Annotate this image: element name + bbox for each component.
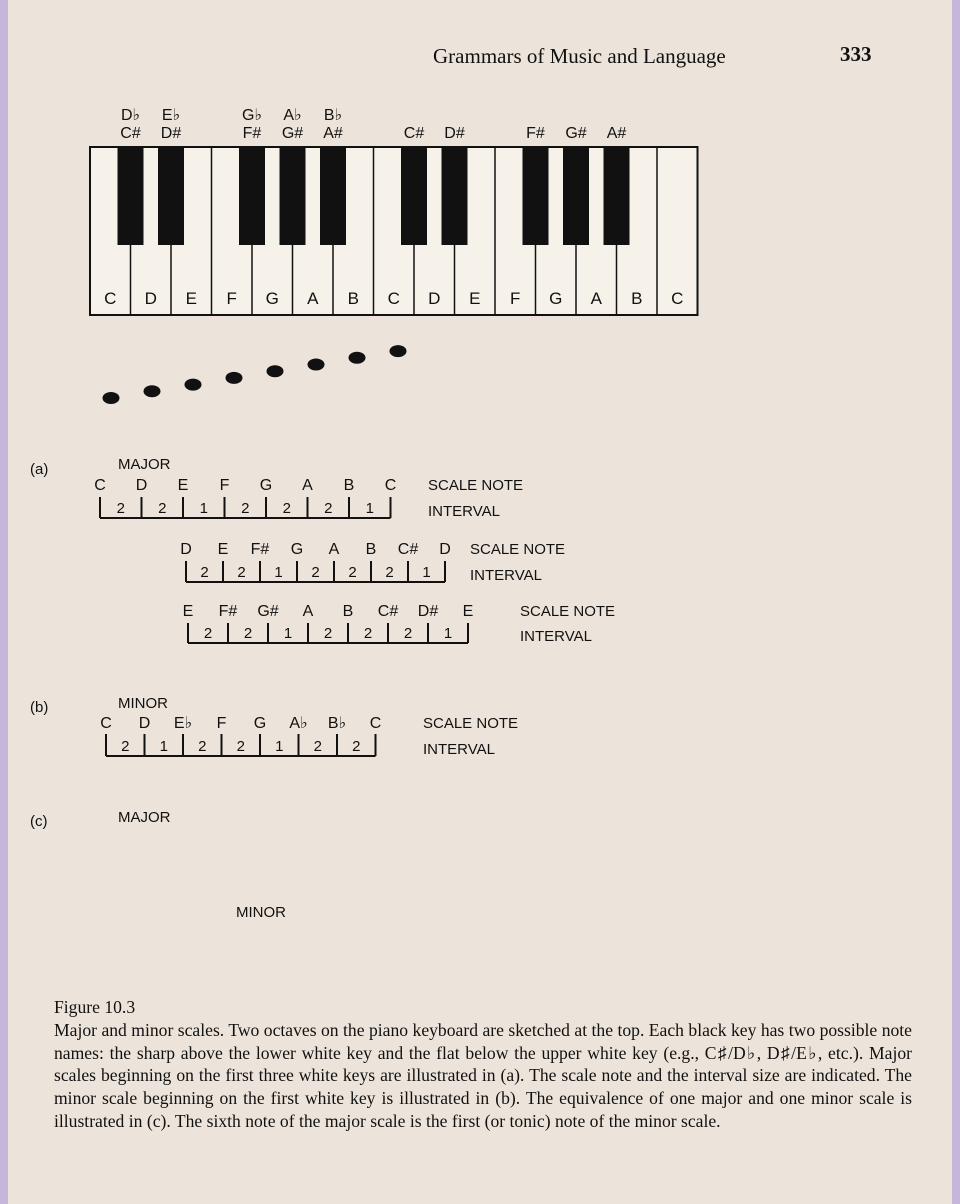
white-key-label: B [347,289,359,308]
piano-keyboard [90,107,698,315]
interval-label: INTERVAL [470,567,542,584]
interval-value: 2 [198,738,207,755]
minor-scale-c [100,715,518,758]
scales-figure [8,0,952,1000]
figure-label: Figure 10.3 [54,997,136,1017]
figure-caption [54,996,912,1133]
scale-dot [185,379,202,391]
scale-dots [103,345,407,404]
interval-value: 2 [324,500,333,517]
page-number: 333 [840,42,872,66]
scale-note: A [302,603,314,620]
white-key-label: C [104,289,117,308]
scale-dot [144,385,161,397]
scale-note: B [342,603,354,620]
white-key-label: D [428,289,441,308]
interval-value: 2 [236,738,245,755]
interval-value: 2 [121,738,130,755]
interval-label: INTERVAL [520,628,592,645]
black-key-flat-label: A♭ [283,107,302,124]
scale-dot [267,365,284,377]
scale-note: D [439,541,451,558]
black-key-sharp-label: F# [242,125,262,142]
black-key [604,147,630,245]
interval-value: 2 [200,564,209,581]
black-key-sharp-label: D# [444,125,465,142]
black-key-flat-label: G♭ [242,107,262,124]
scale-note: A [302,477,313,494]
white-key-label: G [549,289,563,308]
black-key-sharp-label: C# [403,125,425,142]
white-key-label: F [510,289,521,308]
interval-value: 2 [243,625,253,642]
scale-note-label: SCALE NOTE [520,603,616,620]
scale-dot [103,392,120,404]
scale-note: B [343,477,355,494]
black-key-sharp-label: D# [160,125,182,142]
major-scale-c [94,477,523,520]
scale-note: F# [218,603,238,620]
black-key-flat-label: E♭ [161,107,181,124]
black-key [523,147,549,245]
interval-value: 1 [283,625,293,642]
scale-note: D [180,541,192,558]
scale-note: E [177,477,189,494]
interval-label: INTERVAL [423,741,495,758]
interval-value: 1 [274,564,283,581]
black-key [320,147,346,245]
white-key-label: C [671,289,684,308]
caption-text: Major and minor scales. Two octaves on the piano keyboard are sketched at the top. Each black key has two possible note names: the sharp above the lower white key and the flat below the upper white key (e.g., C♯/D♭, D♯/E♭, etc.). Major scales beginning on the first three white keys are illustrated in (a). The scale note and the interval size are indicated. The minor scale beginning on the first white key is illustrated in (b). The equivalence of one major and one minor scale is illustrated in (c). The sixth note of the major scale is the first (or tonic) note of the minor scale. [54,1019,912,1131]
scale-note: E [182,603,194,620]
white-key-label: A [307,289,319,308]
scale-note: A [328,541,340,558]
scale-note: C [100,715,112,732]
interval-value: 2 [363,625,373,642]
scale-note: B♭ [327,715,347,732]
scale-dot [226,372,243,384]
scale-note: E♭ [173,715,193,732]
major-label-a: MAJOR [118,456,171,473]
black-key-sharp-label: G# [565,125,587,142]
scale-note: B [365,541,377,558]
scale-note: G [290,541,304,558]
black-key [280,147,306,245]
interval-value: 2 [313,738,322,755]
scale-note: G# [257,603,279,620]
interval-value: 2 [348,564,357,581]
black-key [239,147,265,245]
major-label-c: MAJOR [118,809,171,826]
scale-note: F [219,477,230,494]
interval-value: 2 [311,564,320,581]
white-key-label: A [590,289,602,308]
interval-value: 2 [323,625,333,642]
minor-label-c: MINOR [236,904,286,921]
scale-note: E [217,541,229,558]
major-scale-e [183,603,615,645]
scale-note: F [216,715,227,732]
major-scale-d [180,541,565,584]
scale-note: E [462,603,474,620]
interval-value: 1 [199,500,208,517]
scale-note: C# [397,541,419,558]
interval-value: 1 [443,625,453,642]
scale-dot [308,359,325,371]
scale-note-label: SCALE NOTE [428,477,524,494]
interval-value: 2 [352,738,361,755]
scale-note-label: SCALE NOTE [423,715,519,732]
white-key-label: G [265,289,279,308]
interval-value: 1 [159,738,168,755]
scale-note: C# [377,603,399,620]
white-key-label: E [185,289,197,308]
black-key [442,147,468,245]
scale-note: F# [250,541,270,558]
black-key-sharp-label: A# [606,125,627,142]
black-key-sharp-label: C# [120,125,141,142]
white-key-label: B [631,289,643,308]
scale-note: C [384,477,397,494]
running-title: Grammars of Music and Language [433,44,726,68]
scale-note: G [259,477,273,494]
white-key-label: D [144,289,157,308]
black-key [563,147,589,245]
minor-label-b: MINOR [118,695,168,712]
scale-note-label: SCALE NOTE [470,541,566,558]
interval-value: 2 [282,500,291,517]
interval-value: 2 [158,500,167,517]
scale-note: D [135,477,148,494]
black-key-sharp-label: F# [526,125,545,142]
book-page [8,0,952,1204]
scale-note: C [369,715,382,732]
black-key [158,147,184,245]
black-key [118,147,144,245]
scale-dot [390,345,407,357]
interval-value: 2 [385,564,394,581]
interval-label: INTERVAL [428,503,500,520]
scale-note: D# [417,603,439,620]
white-key-label: E [469,289,481,308]
label-a: (a) [30,461,49,478]
label-c: (c) [30,813,48,830]
black-key-flat-label: B♭ [323,107,343,124]
scale-note: A♭ [289,715,308,732]
interval-value: 2 [116,500,125,517]
scale-dot [349,352,366,364]
black-key [401,147,427,245]
scale-note: C [94,477,106,494]
interval-value: 2 [403,625,413,642]
scale-note: G [253,715,267,732]
interval-value: 1 [365,500,374,517]
interval-value: 2 [203,625,213,642]
interval-value: 2 [237,564,246,581]
interval-value: 1 [275,738,284,755]
scale-note: D [138,715,151,732]
white-key-label: C [387,289,400,308]
black-key-sharp-label: A# [323,125,343,142]
white-key-label: F [226,289,237,308]
label-b: (b) [30,699,49,716]
black-key-flat-label: D♭ [120,107,141,124]
interval-value: 2 [241,500,250,517]
interval-value: 1 [422,564,431,581]
black-key-sharp-label: G# [281,125,304,142]
